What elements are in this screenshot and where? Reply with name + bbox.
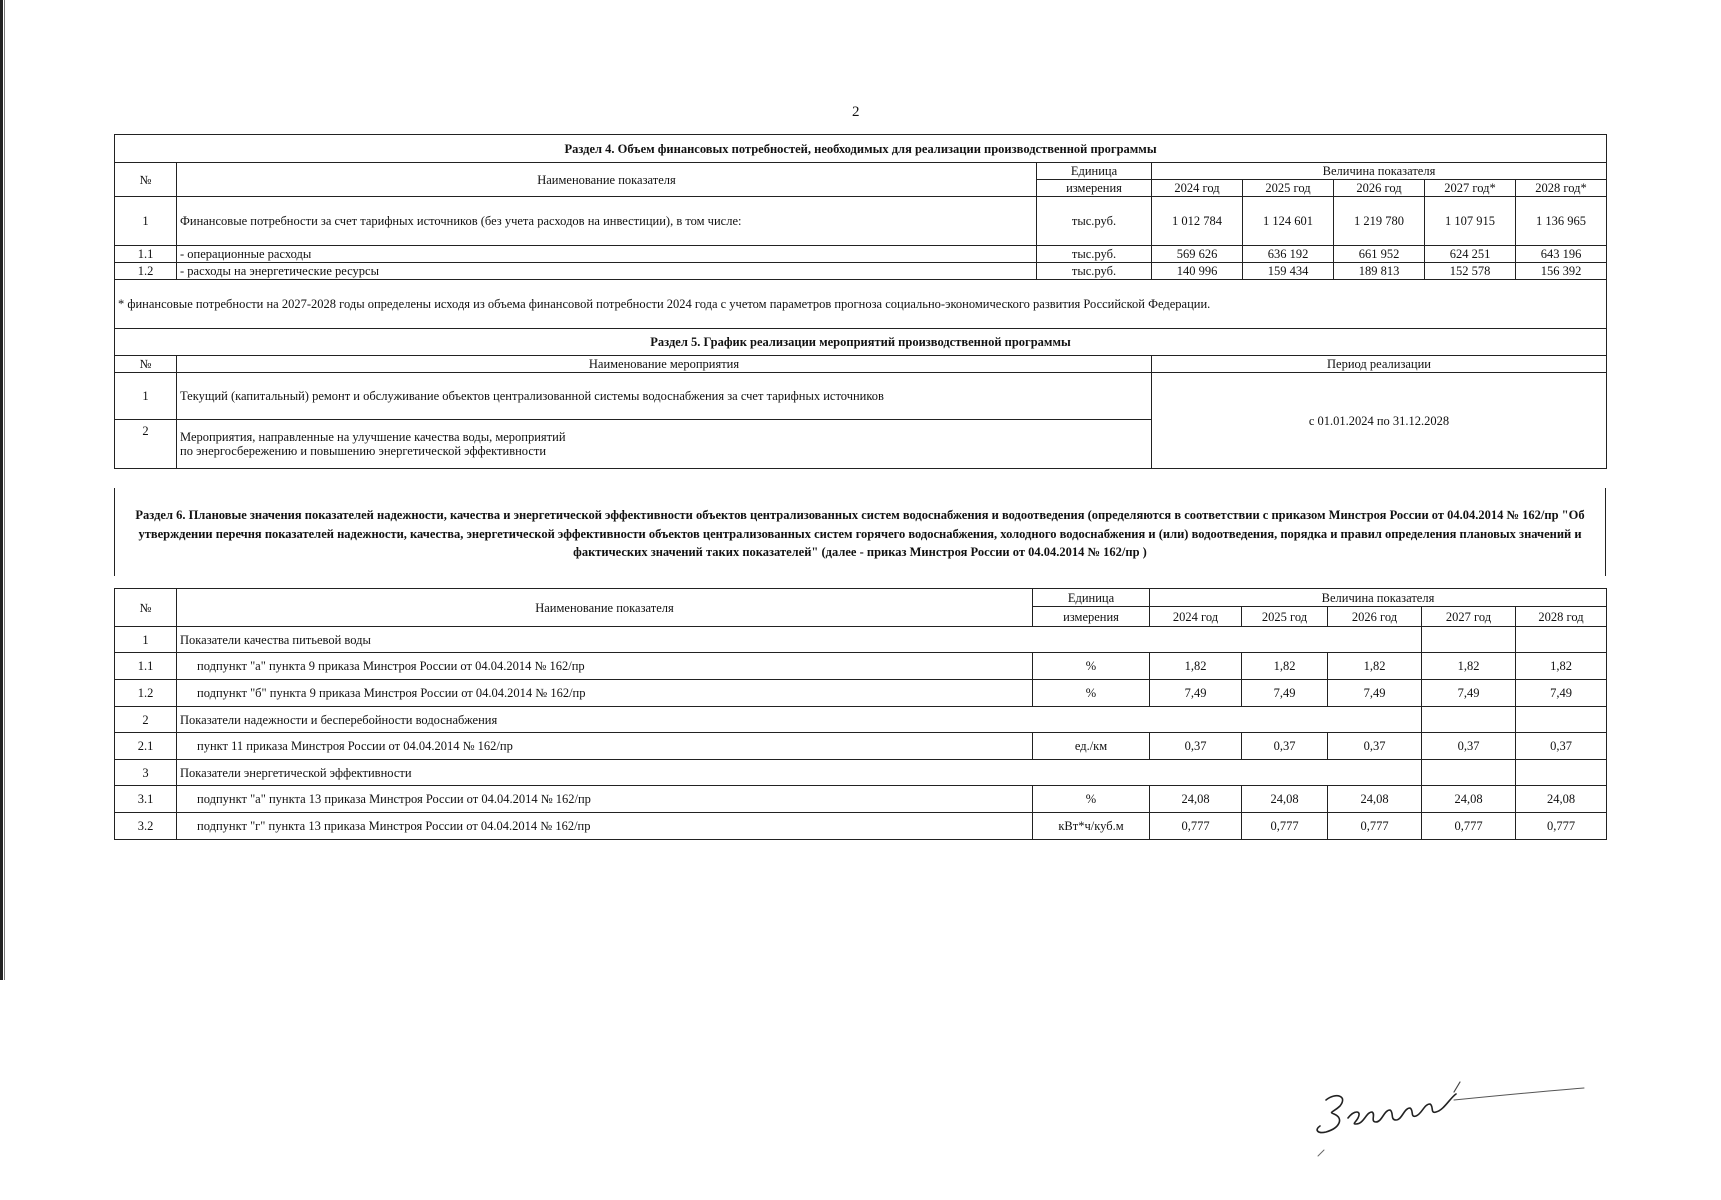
empty-cell xyxy=(1422,707,1516,733)
row-no: 2 xyxy=(115,707,177,733)
row-value: 7,49 xyxy=(1422,680,1516,707)
row-unit: % xyxy=(1033,786,1150,813)
empty-cell xyxy=(1422,760,1516,786)
row-name: подпункт "б" пункта 9 приказа Минстроя России от 04.04.2014 № 162/пр xyxy=(177,680,1033,707)
table-row xyxy=(115,263,1607,280)
col-header-year: 2024 год xyxy=(1152,180,1243,197)
empty-cell xyxy=(1516,627,1607,653)
col-header-event: Наименование мероприятия xyxy=(177,356,1152,373)
group-name: Показатели качества питьевой воды xyxy=(177,627,1422,653)
row-no: 3 xyxy=(115,760,177,786)
row-unit: тыс.руб. xyxy=(1037,263,1152,280)
row-value: 0,37 xyxy=(1328,733,1422,760)
row-no: 1.1 xyxy=(115,246,177,263)
row-no: 1.2 xyxy=(115,680,177,707)
col-header-period: Период реализации xyxy=(1152,356,1607,373)
row-value: 0,777 xyxy=(1422,813,1516,840)
row-name xyxy=(177,420,1152,469)
table-row xyxy=(115,653,1607,680)
row-name-line: по энергосбережению и повышению энергетической эффективности xyxy=(180,444,547,458)
empty-cell xyxy=(1422,627,1516,653)
row-name: Текущий (капитальный) ремонт и обслуживание объектов централизованной системы водоснабжения за счет тарифных источников xyxy=(177,373,1152,420)
row-value: 1,82 xyxy=(1150,653,1242,680)
col-header-unit-2: измерения xyxy=(1037,180,1152,197)
col-header-unit-2: измерения xyxy=(1033,607,1150,627)
handwritten-signature xyxy=(1304,1052,1604,1162)
row-no: 3.1 xyxy=(115,786,177,813)
empty-cell xyxy=(1516,707,1607,733)
row-unit: % xyxy=(1033,680,1150,707)
group-row xyxy=(115,627,1607,653)
group-row xyxy=(115,707,1607,733)
implementation-period: с 01.01.2024 по 31.12.2028 xyxy=(1152,373,1607,469)
group-name: Показатели надежности и бесперебойности водоснабжения xyxy=(177,707,1422,733)
row-value: 1 124 601 xyxy=(1243,197,1334,246)
row-value: 636 192 xyxy=(1243,246,1334,263)
col-header-year: 2025 год xyxy=(1242,607,1328,627)
row-no: 1.2 xyxy=(115,263,177,280)
scan-edge-thin xyxy=(4,0,5,980)
row-value: 24,08 xyxy=(1242,786,1328,813)
empty-cell xyxy=(1516,760,1607,786)
row-value: 643 196 xyxy=(1516,246,1607,263)
row-value: 624 251 xyxy=(1425,246,1516,263)
col-header-no: № xyxy=(115,356,177,373)
col-header-name: Наименование показателя xyxy=(177,589,1033,627)
row-value: 24,08 xyxy=(1516,786,1607,813)
row-no: 2.1 xyxy=(115,733,177,760)
row-name: - операционные расходы xyxy=(177,246,1037,263)
row-no: 3.2 xyxy=(115,813,177,840)
row-value: 152 578 xyxy=(1425,263,1516,280)
row-value: 0,37 xyxy=(1422,733,1516,760)
col-header-no: № xyxy=(115,589,177,627)
row-value: 24,08 xyxy=(1150,786,1242,813)
row-value: 1,82 xyxy=(1516,653,1607,680)
row-name: подпункт "а" пункта 9 приказа Минстроя России от 04.04.2014 № 162/пр xyxy=(177,653,1033,680)
col-header-year: 2024 год xyxy=(1150,607,1242,627)
row-value: 0,37 xyxy=(1516,733,1607,760)
table-row xyxy=(115,813,1607,840)
col-header-year: 2028 год xyxy=(1516,607,1607,627)
section5 xyxy=(115,329,1607,469)
row-value: 1 107 915 xyxy=(1425,197,1516,246)
table-row xyxy=(115,786,1607,813)
row-no: 1.1 xyxy=(115,653,177,680)
group-row xyxy=(115,760,1607,786)
row-name: пункт 11 приказа Минстроя России от 04.04.2014 № 162/пр xyxy=(177,733,1033,760)
col-header-year: 2026 год xyxy=(1328,607,1422,627)
row-unit: % xyxy=(1033,653,1150,680)
row-unit: тыс.руб. xyxy=(1037,197,1152,246)
scan-edge xyxy=(0,0,3,980)
row-value: 1 219 780 xyxy=(1334,197,1425,246)
col-header-year: 2027 год xyxy=(1422,607,1516,627)
col-header-name: Наименование показателя xyxy=(177,163,1037,197)
row-unit: тыс.руб. xyxy=(1037,246,1152,263)
section4-footnote: * финансовые потребности на 2027-2028 годы определены исходя из объема финансовой потребности 2024 года с учетом параметров прогноза социально-экономического развития Российской Федерации. xyxy=(115,280,1607,329)
section4-table xyxy=(114,134,1607,469)
row-value: 0,777 xyxy=(1242,813,1328,840)
row-value: 7,49 xyxy=(1516,680,1607,707)
row-no: 1 xyxy=(115,373,177,420)
row-value: 7,49 xyxy=(1328,680,1422,707)
col-header-unit-1: Единица xyxy=(1037,163,1152,180)
row-value: 159 434 xyxy=(1243,263,1334,280)
section6-title: Раздел 6. Плановые значения показателей надежности, качества и энергетической эффективности объектов централизованных систем водоснабжения и водоотведения (определяются в соответствии с приказом Минстроя России от 04.04.2014 № 162/пр "Об утверждении перечня показателей надежности, качества, энергетической эффективности объектов централизованных систем горячего водоснабжения, холодного водоснабжения и (или) водоотведения, порядка и правил определения плановых значений и фактических значений таких показателей" (далее - приказ Минстроя России от 04.04.2014 № 162/пр ) xyxy=(114,488,1606,576)
col-header-year: 2027 год* xyxy=(1425,180,1516,197)
row-value: 189 813 xyxy=(1334,263,1425,280)
row-value: 661 952 xyxy=(1334,246,1425,263)
col-header-value: Величина показателя xyxy=(1152,163,1607,180)
row-value: 0,777 xyxy=(1328,813,1422,840)
row-value: 156 392 xyxy=(1516,263,1607,280)
row-value: 0,777 xyxy=(1516,813,1607,840)
section5-title: Раздел 5. График реализации мероприятий производственной программы xyxy=(115,329,1607,356)
col-header-year: 2028 год* xyxy=(1516,180,1607,197)
row-no: 2 xyxy=(115,420,177,469)
row-value: 569 626 xyxy=(1152,246,1243,263)
col-header-value: Величина показателя xyxy=(1150,589,1607,607)
row-value: 1,82 xyxy=(1242,653,1328,680)
col-header-year: 2026 год xyxy=(1334,180,1425,197)
col-header-unit-1: Единица xyxy=(1033,589,1150,607)
row-value: 0,37 xyxy=(1242,733,1328,760)
row-value: 1,82 xyxy=(1422,653,1516,680)
table-row xyxy=(115,680,1607,707)
row-unit: кВт*ч/куб.м xyxy=(1033,813,1150,840)
row-name: - расходы на энергетические ресурсы xyxy=(177,263,1037,280)
col-header-year: 2025 год xyxy=(1243,180,1334,197)
page-number: 2 xyxy=(852,104,860,120)
row-name: подпункт "а" пункта 13 приказа Минстроя России от 04.04.2014 № 162/пр xyxy=(177,786,1033,813)
row-name: подпункт "г" пункта 13 приказа Минстроя России от 04.04.2014 № 162/пр xyxy=(177,813,1033,840)
row-value: 0,777 xyxy=(1150,813,1242,840)
row-no: 1 xyxy=(115,197,177,246)
row-value: 140 996 xyxy=(1152,263,1243,280)
row-value: 24,08 xyxy=(1422,786,1516,813)
row-value: 7,49 xyxy=(1150,680,1242,707)
section6-table xyxy=(114,588,1607,840)
group-name: Показатели энергетической эффективности xyxy=(177,760,1422,786)
row-value: 7,49 xyxy=(1242,680,1328,707)
row-value: 24,08 xyxy=(1328,786,1422,813)
table-row xyxy=(115,733,1607,760)
row-unit: ед./км xyxy=(1033,733,1150,760)
table-row xyxy=(115,373,1607,420)
table-row xyxy=(115,246,1607,263)
row-value: 1,82 xyxy=(1328,653,1422,680)
col-header-no: № xyxy=(115,163,177,197)
row-name: Финансовые потребности за счет тарифных источников (без учета расходов на инвестиции), в том числе: xyxy=(177,197,1037,246)
row-no: 1 xyxy=(115,627,177,653)
row-value: 0,37 xyxy=(1150,733,1242,760)
row-value: 1 012 784 xyxy=(1152,197,1243,246)
section4-title: Раздел 4. Объем финансовых потребностей, необходимых для реализации производственной программы xyxy=(115,135,1607,163)
row-value: 1 136 965 xyxy=(1516,197,1607,246)
table-row xyxy=(115,197,1607,246)
row-name-line: Мероприятия, направленные на улучшение качества воды, мероприятий xyxy=(180,430,566,444)
